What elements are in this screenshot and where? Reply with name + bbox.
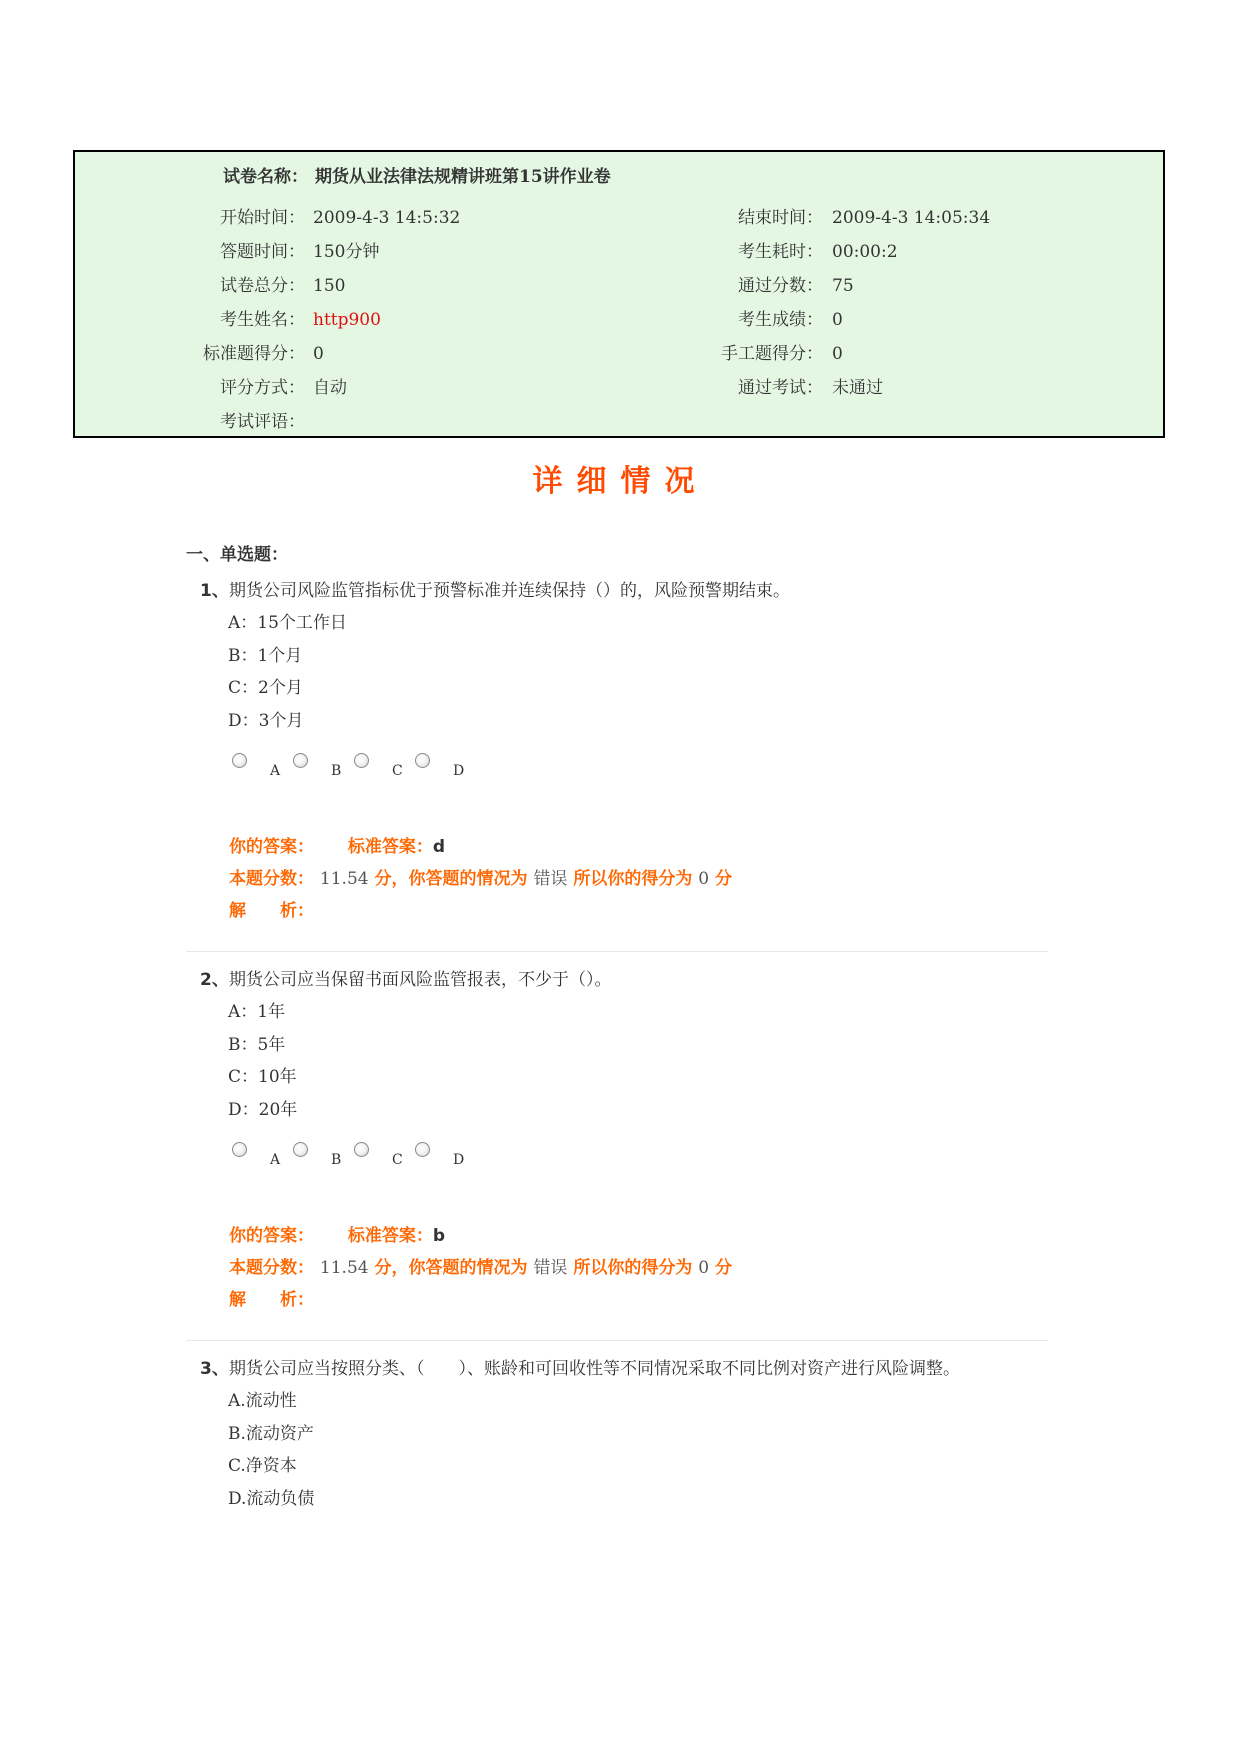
analysis-label: 解 析： [229,901,314,921]
question-text: 期货公司应当保留书面风险监管报表，不少于（）。 [229,970,612,990]
got-label: 所以你的得分为 [573,869,693,889]
answer-line [229,832,445,857]
score-line [229,1253,732,1278]
got-unit: 分 [715,1258,733,1278]
answer-line [229,1221,445,1246]
paper-name-label: 试卷名称： [223,167,308,187]
detail-title: 详细情况 [532,464,709,499]
standard-answer-value: d [432,837,446,857]
paper-name: 期货从业法律法规精讲班第15讲作业卷 [315,167,611,187]
analysis-line [229,1285,314,1310]
student-name-value: http900 [313,310,381,330]
student-name-label: 考生姓名： [220,310,305,330]
manual-score-value: 0 [832,344,843,364]
scoring-method-value: 自动 [313,378,347,398]
radio-label-c: C [392,1152,403,1168]
question-text: 期货公司应当按照分类、（ ）、账龄和可回收性等不同情况采取不同比例对资产进行风险调整。 [229,1359,960,1379]
got-label: 所以你的得分为 [573,1258,693,1278]
question-number: 1、 [200,581,229,601]
option-b: B：1个月 [228,646,303,666]
radio-b[interactable] [293,1142,308,1157]
got-value: 0 [698,869,710,889]
radio-label-b: B [331,1152,342,1168]
standard-answer-value: b [432,1226,446,1246]
end-time-label: 结束时间： [738,208,823,228]
your-answer-label: 你的答案： [229,1226,314,1246]
standard-answer-label: 标准答案： [347,1226,433,1246]
total-score-label: 试卷总分： [220,276,305,296]
radio-label-b: B [331,763,342,779]
question-divider [186,951,1048,952]
exam-info-panel [73,150,1165,438]
answer-time-label: 答题时间： [220,242,305,262]
standard-answer-label: 标准答案： [347,837,433,857]
radio-a[interactable] [232,1142,247,1157]
total-score-value: 150 [313,276,346,296]
student-score-label: 考生成绩： [738,310,823,330]
start-time-label: 开始时间： [220,208,305,228]
option-c: C.净资本 [228,1456,297,1476]
pass-score-label: 通过分数： [738,276,823,296]
score-value: 11.54 [319,1258,369,1278]
question-text: 期货公司风险监管指标优于预警标准并连续保持（）的，风险预警期结束。 [229,581,790,601]
analysis-line [229,896,314,921]
radio-c[interactable] [354,1142,369,1157]
time-used-value: 00:00:2 [832,242,898,262]
your-answer-label: 你的答案： [229,837,314,857]
score-label: 本题分数： [229,869,314,889]
option-a: A：15个工作日 [228,613,347,633]
radio-label-d: D [453,1152,465,1168]
manual-score-label: 手工题得分： [721,344,823,364]
passed-value: 未通过 [832,378,883,398]
score-mid-text: 分，你答题的情况为 [374,1258,528,1278]
question-number: 3、 [200,1359,229,1379]
option-c: C：2个月 [228,678,303,698]
score-line [229,864,732,889]
section-title: 一、单选题： [186,545,288,565]
question-divider [186,1340,1048,1341]
score-label: 本题分数： [229,1258,314,1278]
score-value: 11.54 [319,869,369,889]
radio-b[interactable] [293,753,308,768]
radio-label-a: A [270,763,281,779]
radio-label-d: D [453,763,465,779]
passed-label: 通过考试： [738,378,823,398]
option-d: D：3个月 [228,711,304,731]
radio-d[interactable] [415,1142,430,1157]
answer-time-value: 150分钟 [313,242,380,262]
comment-label: 考试评语： [220,412,305,432]
start-time-value: 2009-4-3 14:5:32 [313,208,461,228]
analysis-label: 解 析： [229,1290,314,1310]
option-a: A：1年 [228,1002,286,1022]
student-score-value: 0 [832,310,843,330]
got-value: 0 [698,1258,710,1278]
radio-d[interactable] [415,753,430,768]
standard-score-value: 0 [313,344,324,364]
radio-c[interactable] [354,753,369,768]
option-b: B.流动资产 [228,1424,314,1444]
option-b: B：5年 [228,1035,286,1055]
option-d: D：20年 [228,1100,298,1120]
option-a: A.流动性 [228,1391,297,1411]
result-status: 错误 [533,869,568,889]
standard-score-label: 标准题得分： [203,344,305,364]
radio-a[interactable] [232,753,247,768]
score-mid-text: 分，你答题的情况为 [374,869,528,889]
end-time-value: 2009-4-3 14:05:34 [832,208,991,228]
radio-label-c: C [392,763,403,779]
time-used-label: 考生耗时： [738,242,823,262]
pass-score-value: 75 [832,276,854,296]
question-number: 2、 [200,970,229,990]
radio-label-a: A [270,1152,281,1168]
option-c: C：10年 [228,1067,297,1087]
scoring-method-label: 评分方式： [220,378,305,398]
got-unit: 分 [715,869,733,889]
option-d: D.流动负债 [228,1489,315,1509]
result-status: 错误 [533,1258,568,1278]
